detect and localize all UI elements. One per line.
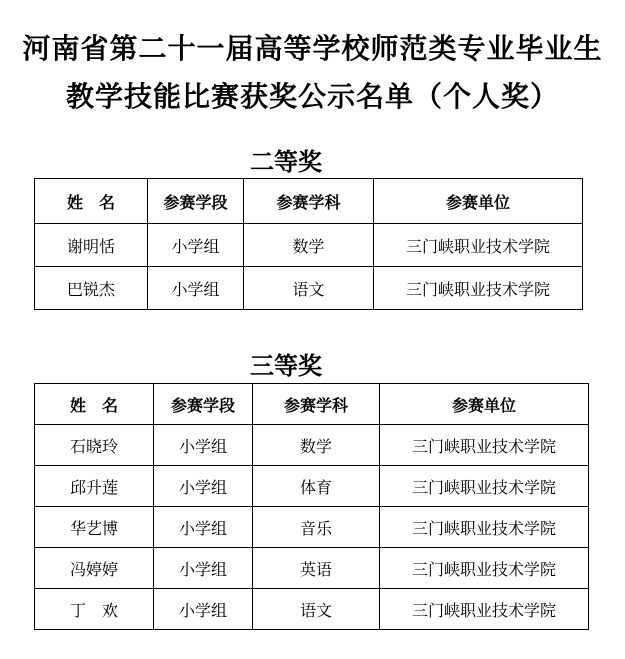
table-cell: 邱升莲 [35, 466, 154, 507]
column-header: 参赛学段 [154, 384, 253, 425]
column-header: 姓 名 [35, 384, 154, 425]
table-cell: 冯婷婷 [35, 548, 154, 589]
second-prize-table [34, 178, 583, 310]
table-cell: 小学组 [154, 466, 253, 507]
table-row [35, 224, 583, 267]
table-cell: 数学 [253, 425, 380, 466]
table-cell: 小学组 [148, 267, 244, 310]
table-cell: 三门峡职业技术学院 [374, 267, 583, 310]
third-prize-heading: 三等奖 [250, 353, 322, 380]
table-cell: 音乐 [253, 507, 380, 548]
title-line-2: 教学技能比赛获奖公示名单（个人奖） [65, 82, 559, 113]
column-header: 参赛学段 [148, 179, 244, 224]
table-cell: 语文 [253, 589, 380, 630]
table-cell: 丁 欢 [35, 589, 154, 630]
column-header: 参赛学科 [253, 384, 380, 425]
table-row [35, 425, 589, 466]
table-cell: 数学 [244, 224, 374, 267]
table-row [35, 589, 589, 630]
table-cell: 三门峡职业技术学院 [380, 425, 589, 466]
table-cell: 小学组 [154, 548, 253, 589]
table-cell: 巴锐杰 [35, 267, 148, 310]
table-row [35, 507, 589, 548]
table-cell: 华艺博 [35, 507, 154, 548]
column-header: 参赛单位 [380, 384, 589, 425]
table-row [35, 548, 589, 589]
column-header: 参赛学科 [244, 179, 374, 224]
table-cell: 谢明恬 [35, 224, 148, 267]
table-cell: 小学组 [154, 425, 253, 466]
column-header: 姓 名 [35, 179, 148, 224]
table-header-row [35, 179, 583, 224]
table-cell: 三门峡职业技术学院 [380, 466, 589, 507]
table-cell: 三门峡职业技术学院 [380, 507, 589, 548]
column-header: 参赛单位 [374, 179, 583, 224]
second-prize-heading: 二等奖 [250, 149, 322, 176]
table-cell: 三门峡职业技术学院 [380, 548, 589, 589]
table-cell: 三门峡职业技术学院 [374, 224, 583, 267]
table-cell: 小学组 [148, 224, 244, 267]
table-cell: 小学组 [154, 589, 253, 630]
table-cell: 英语 [253, 548, 380, 589]
document-title [0, 26, 625, 122]
table-cell: 体育 [253, 466, 380, 507]
table-cell: 小学组 [154, 507, 253, 548]
table-cell: 石晓玲 [35, 425, 154, 466]
table-row [35, 267, 583, 310]
title-line-1: 河南省第二十一届高等学校师范类专业毕业生 [22, 34, 603, 65]
third-prize-table [34, 383, 589, 630]
table-header-row [35, 384, 589, 425]
table-row [35, 466, 589, 507]
table-cell: 语文 [244, 267, 374, 310]
table-cell: 三门峡职业技术学院 [380, 589, 589, 630]
